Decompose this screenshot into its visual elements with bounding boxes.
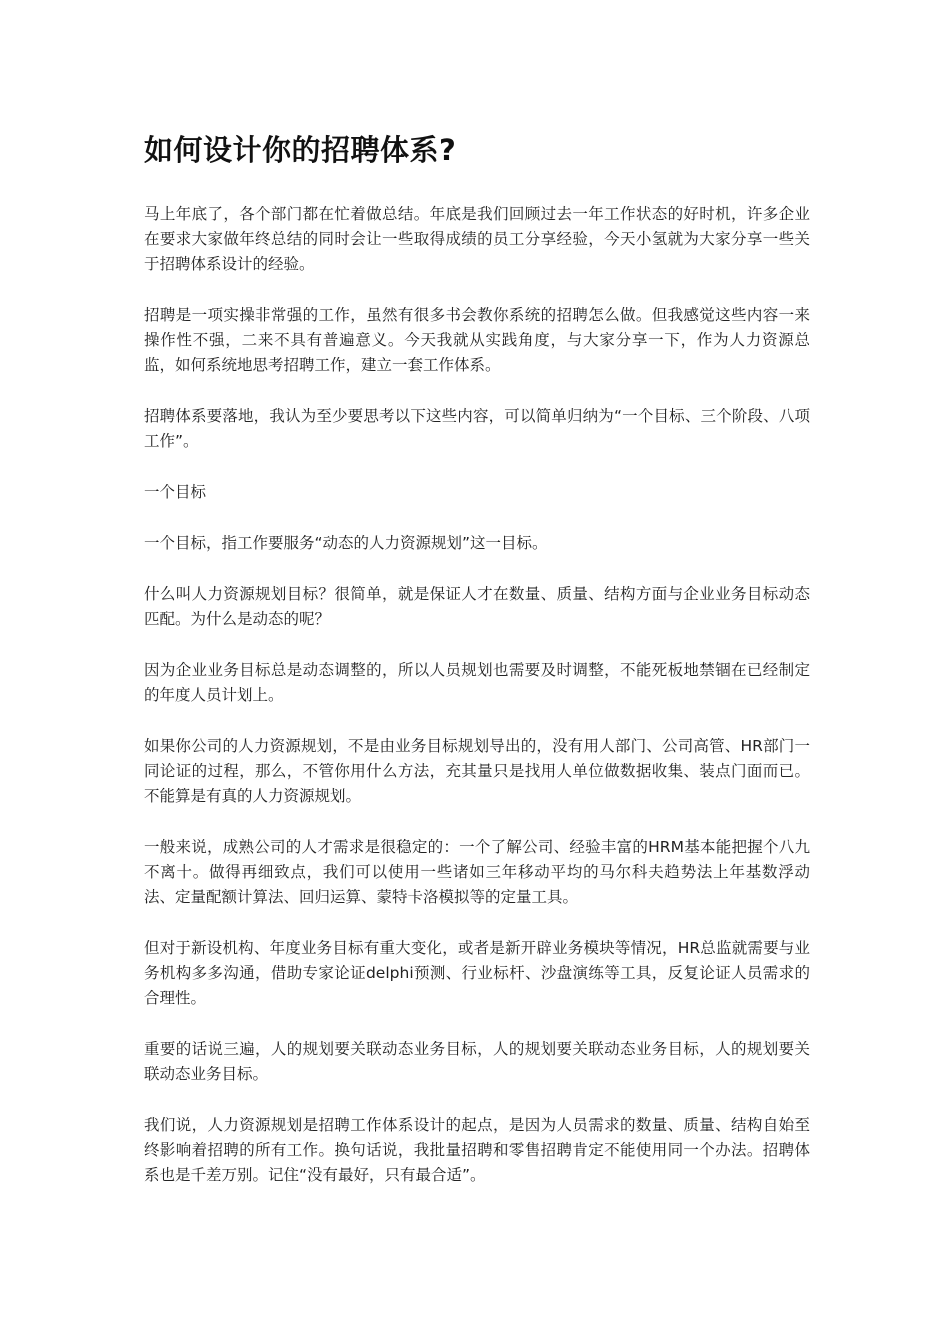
section-heading-one-goal: 一个目标 — [144, 483, 207, 501]
document-page — [144, 128, 810, 1214]
paragraph-emphasis: 重要的话说三遍，人的规划要关联动态业务目标，人的规划要关联动态业务目标，人的规划要关联动态业务目标。 — [144, 1040, 810, 1083]
paragraph-conclusion: 我们说，人力资源规划是招聘工作体系设计的起点，是因为人员需求的数量、质量、结构自始至终影响着招聘的所有工作。换句话说，我批量招聘和零售招聘肯定不能使用同一个办法。招聘体系也是千差万别。记住“没有最好，只有最合适”。 — [144, 1116, 810, 1184]
paragraph-summary-framework: 招聘体系要落地，我认为至少要思考以下这些内容，可以简单归纳为“一个目标、三个阶段、八项工作”。 — [144, 407, 810, 450]
paragraph-new-business: 但对于新设机构、年度业务目标有重大变化，或者是新开辟业务模块等情况，HR总监就需要与业务机构多多沟通，借助专家论证delphi预测、行业标杆、沙盘演练等工具，反复论证人员需求的合理性。 — [144, 939, 810, 1007]
paragraph-goal-definition: 一个目标，指工作要服务“动态的人力资源规划”这一目标。 — [144, 534, 548, 552]
paragraph-dynamic-adjustment: 因为企业业务目标总是动态调整的，所以人员规划也需要及时调整，不能死板地禁锢在已经制定的年度人员计划上。 — [144, 661, 810, 704]
paragraph-intro: 马上年底了，各个部门都在忙着做总结。年底是我们回顾过去一年工作状态的好时机，许多企业在要求大家做年终总结的同时会让一些取得成绩的员工分享经验，今天小氢就为大家分享一些关于招聘体系设计的经验。 — [144, 205, 810, 273]
paragraph-quantitative-tools: 一般来说，成熟公司的人才需求是很稳定的：一个了解公司、经验丰富的HRM基本能把握个八九不离十。做得再细致点，我们可以使用一些诸如三年移动平均的马尔科夫趋势法上年基数浮动法、定量配额计算法、回归运算、蒙特卡洛模拟等的定量工具。 — [144, 838, 810, 906]
paragraph-recruitment-practice: 招聘是一项实操非常强的工作，虽然有很多书会教你系统的招聘怎么做。但我感觉这些内容一来操作性不强，二来不具有普遍意义。今天我就从实践角度，与大家分享一下，作为人力资源总监，如何系统地思考招聘工作，建立一套工作体系。 — [144, 306, 810, 374]
document-body — [144, 202, 810, 1188]
paragraph-real-planning: 如果你公司的人力资源规划，不是由业务目标规划导出的，没有用人部门、公司高管、HR部门一同论证的过程，那么，不管你用什么方法，充其量只是找用人单位做数据收集、装点门面而已。不能算是有真的人力资源规划。 — [144, 737, 810, 805]
document-title: 如何设计你的招聘体系? — [144, 133, 457, 167]
paragraph-hr-planning-goal: 什么叫人力资源规划目标？很简单，就是保证人才在数量、质量、结构方面与企业业务目标动态匹配。为什么是动态的呢？ — [144, 585, 810, 628]
